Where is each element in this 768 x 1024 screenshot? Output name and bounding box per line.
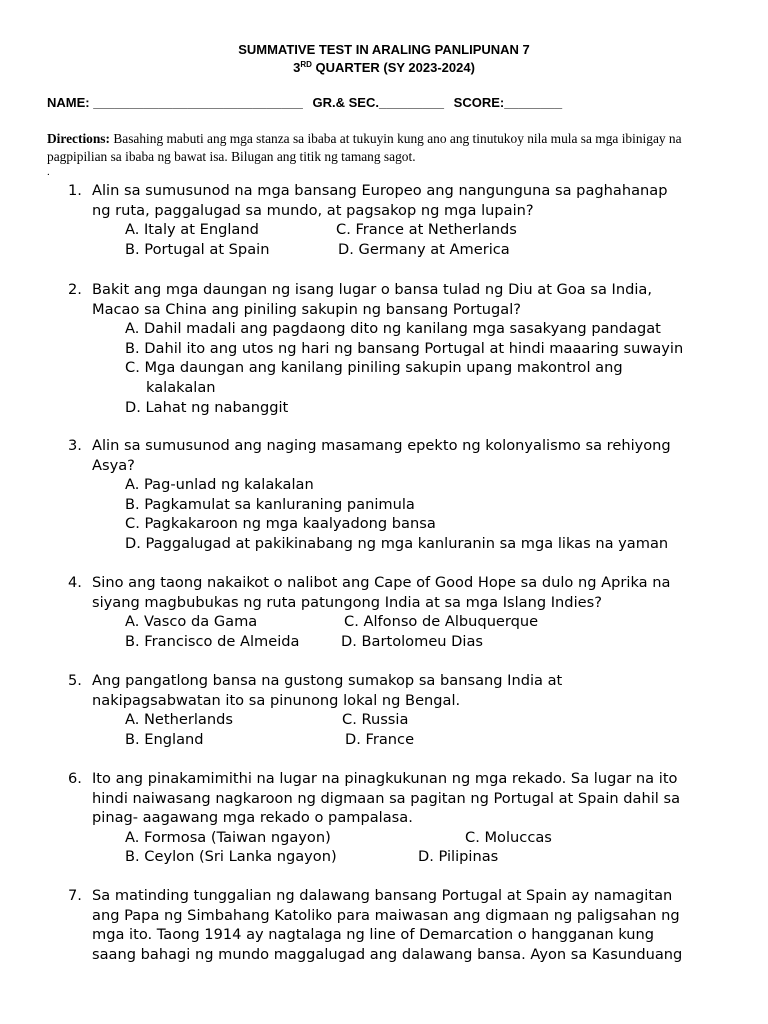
stray-dot: . (47, 166, 50, 178)
question-text: Ang pangatlong bansa na gustong sumakop sa bansang India at (92, 672, 563, 689)
question-1 (68, 181, 728, 259)
option-d[interactable]: D. Paggalugad at pakikinabang ng mga kanluranin sa mga likas na yaman (125, 534, 669, 552)
quarter-rest: QUARTER (SY 2023-2024) (311, 60, 475, 75)
question-text: Sa matinding tunggalian ng dalawang bansang Portugal at Spain ay namagitan (92, 887, 673, 904)
question-text: mga ito. Taong 1914 ay nagtalaga ng line of Demarcation o hangganan kung (92, 926, 655, 944)
name-field[interactable]: NAME: _____________________________ (47, 95, 303, 110)
question-text: siyang magbubukas ng ruta patungong India at sa mga Islang Indies? (92, 593, 602, 611)
option-d[interactable]: D. Pilipinas (418, 848, 499, 866)
option-d[interactable]: D. Germany at America (338, 240, 510, 258)
question-number: 3. (68, 437, 82, 454)
option-b[interactable]: B. Portugal at Spain (125, 240, 270, 258)
question-text: Sino ang taong nakaikot o nalibot ang Cape of Good Hope sa dulo ng Aprika na (92, 574, 671, 591)
question-text: Asya? (92, 456, 135, 474)
grade-section-field[interactable]: GR.& SEC._________ (312, 95, 445, 110)
option-c[interactable]: C. Mga daungan ang kanilang piniling sakupin upang makontrol ang (125, 359, 623, 377)
question-number: 6. (68, 770, 82, 787)
student-info-line (47, 95, 747, 110)
test-title: SUMMATIVE TEST IN ARALING PANLIPUNAN 7 (238, 42, 530, 57)
option-a[interactable]: A. Pag-unlad ng kalakalan (125, 476, 314, 494)
question-text: Macao sa China ang piniling sakupin ng bansang Portugal? (92, 300, 522, 318)
question-number: 5. (68, 672, 82, 689)
option-c[interactable]: C. Pagkakaroon ng mga kaalyadong bansa (125, 515, 436, 533)
option-b[interactable]: B. England (125, 730, 204, 748)
question-text: nakipagsabwatan ito sa pinunong lokal ng Bengal. (92, 691, 461, 709)
quarter-heading (0, 60, 768, 75)
option-d[interactable]: D. Lahat ng nabanggit (125, 398, 289, 416)
option-a[interactable]: A. Italy at England (125, 221, 259, 239)
question-text: Alin sa sumusunod na mga bansang Europeo ang nangunguna sa paghahanap (92, 182, 668, 199)
question-text: Bakit ang mga daungan ng isang lugar o bansa tulad ng Diu at Goa sa India, (92, 281, 653, 298)
question-number: 4. (68, 574, 82, 591)
option-c[interactable]: C. France at Netherlands (336, 221, 517, 239)
question-text: ang Papa ng Simbahang Katoliko para maiwasan ang digmaan ng paligsahan ng (92, 906, 680, 924)
option-b[interactable]: B. Pagkamulat sa kanluraning panimula (125, 495, 415, 513)
option-a[interactable]: A. Netherlands (125, 711, 233, 729)
question-text: saang bahagi ng mundo maggalugad ang dalawang bansa. Ayon sa Kasunduang (92, 945, 683, 963)
question-2 (68, 280, 728, 417)
directions-text: Basahing mabuti ang mga stanza sa ibaba at tukuyin kung ano ang tinutukoy nila mula sa mga ibinigay na pagpipilian sa ibaba ng bawat isa. Bilugan ang titik ng tamang sagot. (47, 131, 682, 164)
option-b[interactable]: B. Dahil ito ang utos ng hari ng bansang Portugal at hindi maaaring suwayin (125, 339, 684, 357)
question-text: hindi naiwasang nagkaroon ng digmaan sa pagitan ng Portugal at Spain dahil sa (92, 789, 681, 807)
question-4 (68, 573, 728, 651)
option-d[interactable]: D. France (345, 730, 415, 748)
directions-label: Directions: (47, 131, 110, 146)
option-a[interactable]: A. Vasco da Gama (125, 613, 258, 631)
question-text: Ito ang pinakamimithi na lugar na pinagkukunan ng mga rekado. Sa lugar na ito (92, 770, 678, 787)
option-c[interactable]: C. Alfonso de Albuquerque (344, 613, 539, 631)
option-b[interactable]: B. Ceylon (Sri Lanka ngayon) (125, 848, 337, 866)
option-d[interactable]: D. Bartolomeu Dias (341, 632, 484, 650)
question-text: ng ruta, paggalugad sa mundo, at pagsakop ng mga lupain? (92, 201, 534, 219)
option-c-continued[interactable]: kalakalan (146, 378, 216, 396)
quarter-number: 3 (293, 60, 301, 75)
directions (47, 130, 737, 166)
quarter-suffix: RD (300, 60, 312, 69)
option-b[interactable]: B. Francisco de Almeida (125, 632, 300, 650)
question-5 (68, 671, 728, 749)
question-number: 7. (68, 887, 82, 904)
option-c[interactable]: C. Russia (342, 711, 409, 729)
question-number: 1. (68, 182, 82, 199)
option-a[interactable]: A. Dahil madali ang pagdaong dito ng kanilang mga sasakyang pandagat (125, 320, 661, 338)
question-3 (68, 436, 728, 554)
question-text: pinag- aagawang mga rekado o pampalasa. (92, 809, 413, 827)
question-text: Alin sa sumusunod ang naging masamang epekto ng kolonyalismo sa rehiyong (92, 437, 671, 454)
option-c[interactable]: C. Moluccas (465, 828, 552, 846)
question-number: 2. (68, 281, 82, 298)
option-a[interactable]: A. Formosa (Taiwan ngayon) (125, 828, 331, 846)
score-field[interactable]: SCORE:________ (453, 95, 563, 110)
question-7 (68, 886, 728, 964)
question-6 (68, 769, 728, 867)
